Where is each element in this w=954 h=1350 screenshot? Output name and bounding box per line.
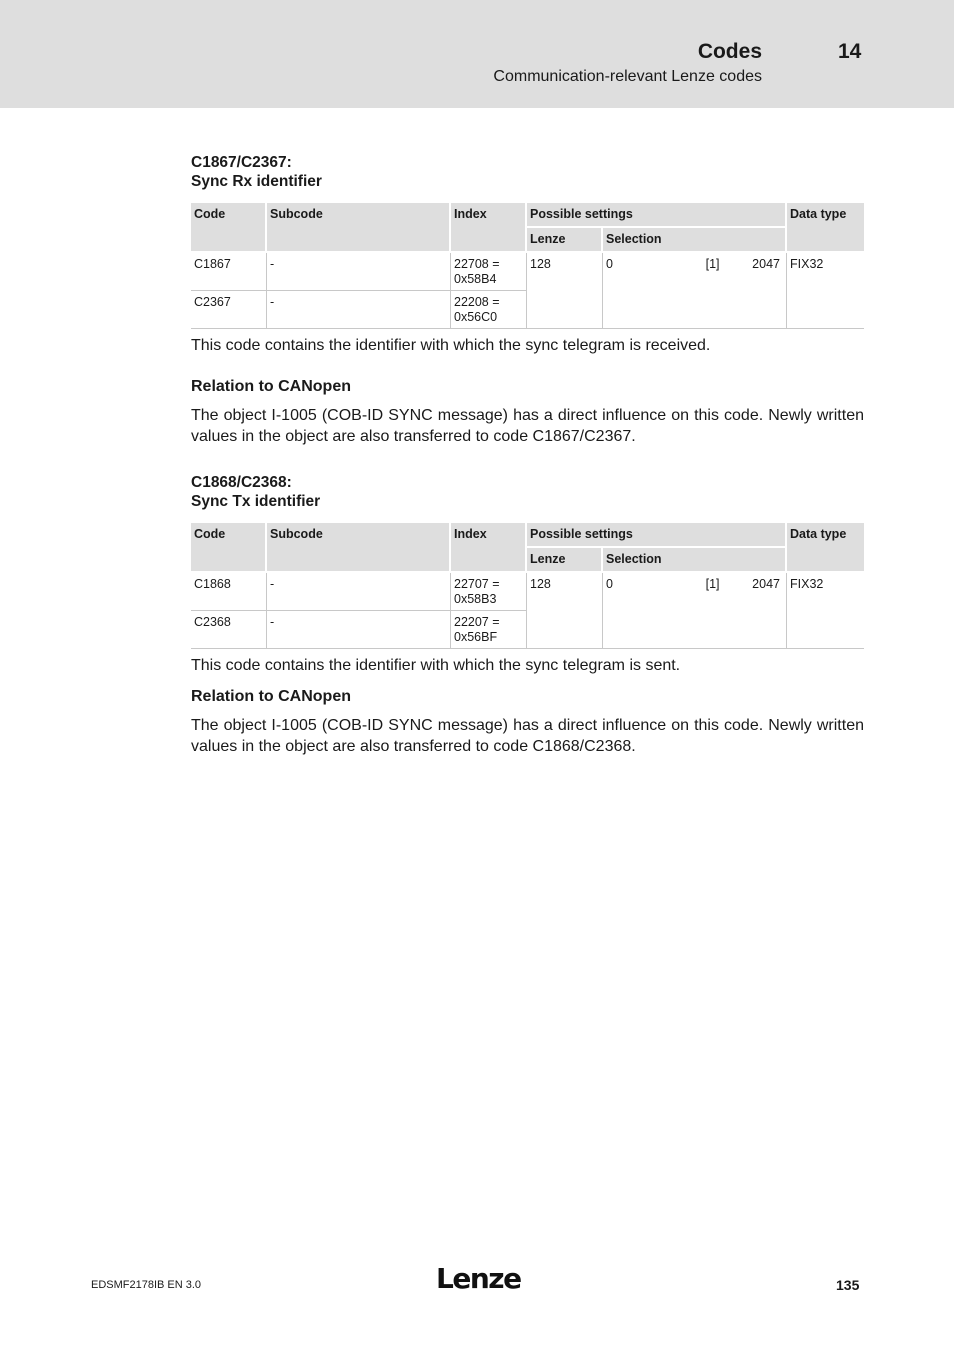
section-title-code: C1867/C2367: bbox=[191, 154, 292, 171]
sel-step: [1] bbox=[705, 257, 720, 271]
description: This code contains the identifier with which the sync telegram is sent. bbox=[191, 657, 681, 674]
col-header-subcode: Subcode bbox=[267, 523, 451, 573]
section-title-name: Sync Tx identifier bbox=[191, 493, 321, 510]
code-table bbox=[191, 523, 864, 649]
sel-min: 0 bbox=[606, 257, 613, 271]
table-row bbox=[191, 573, 864, 611]
cell-code: C2368 bbox=[191, 611, 267, 649]
sel-step: [1] bbox=[705, 577, 720, 591]
cell-subcode: - bbox=[267, 611, 451, 649]
col-header-lenze: Lenze bbox=[527, 228, 603, 253]
cell-lenze: 128 bbox=[527, 253, 603, 329]
relation-text: The object I-1005 (COB-ID SYNC message) has a direct influence on this code. Newly written values in the object are also transferred to code C1867/C2367. bbox=[191, 407, 864, 445]
cell-subcode: - bbox=[267, 253, 451, 291]
cell-code: C1867 bbox=[191, 253, 267, 291]
col-header-selection: Selection bbox=[603, 548, 787, 573]
cell-index bbox=[451, 611, 527, 649]
col-header-code: Code bbox=[191, 523, 267, 573]
cell-selection bbox=[603, 253, 787, 329]
index-hex: 0x56C0 bbox=[454, 310, 498, 324]
cell-index bbox=[451, 291, 527, 329]
cell-code: C1868 bbox=[191, 573, 267, 611]
cell-subcode: - bbox=[267, 573, 451, 611]
table-row bbox=[191, 253, 864, 291]
relation-heading: Relation to CANopen bbox=[191, 378, 351, 395]
cell-data-type: FIX32 bbox=[787, 253, 864, 329]
cell-code: C2367 bbox=[191, 291, 267, 329]
cell-data-type: FIX32 bbox=[787, 573, 864, 649]
sel-max: 2047 bbox=[752, 257, 780, 271]
index-decimal: 22207 = bbox=[454, 615, 500, 629]
chapter-subtitle: Communication-relevant Lenze codes bbox=[493, 68, 762, 85]
col-header-code: Code bbox=[191, 203, 267, 253]
col-header-selection: Selection bbox=[603, 228, 787, 253]
index-hex: 0x58B4 bbox=[454, 272, 497, 286]
col-header-index: Index bbox=[451, 203, 527, 253]
col-header-possible-settings: Possible settings bbox=[527, 203, 787, 228]
col-header-data-type: Data type bbox=[787, 523, 864, 573]
section-sync-tx bbox=[191, 473, 864, 757]
description: This code contains the identifier with which the sync telegram is received. bbox=[191, 337, 711, 354]
page-number: 135 bbox=[836, 1277, 860, 1293]
cell-subcode: - bbox=[267, 291, 451, 329]
code-table bbox=[191, 203, 864, 329]
col-header-subcode: Subcode bbox=[267, 203, 451, 253]
col-header-index: Index bbox=[451, 523, 527, 573]
index-decimal: 22208 = bbox=[454, 295, 500, 309]
col-header-lenze: Lenze bbox=[527, 548, 603, 573]
index-hex: 0x58B3 bbox=[454, 592, 497, 606]
index-decimal: 22707 = bbox=[454, 577, 500, 591]
cell-index bbox=[451, 253, 527, 291]
relation-heading: Relation to CANopen bbox=[191, 688, 351, 705]
chapter-title: Codes bbox=[697, 40, 762, 63]
cell-lenze: 128 bbox=[527, 573, 603, 649]
section-title-code: C1868/C2368: bbox=[191, 474, 292, 491]
lenze-logo: Lenze bbox=[436, 1262, 521, 1295]
section-title-name: Sync Rx identifier bbox=[191, 173, 322, 190]
relation-text: The object I-1005 (COB-ID SYNC message) has a direct influence on this code. Newly written values in the object are also transferred to code C1868/C2368. bbox=[191, 717, 864, 755]
cell-index bbox=[451, 573, 527, 611]
index-hex: 0x56BF bbox=[454, 630, 498, 644]
index-decimal: 22708 = bbox=[454, 257, 500, 271]
col-header-possible-settings: Possible settings bbox=[527, 523, 787, 548]
document-id: EDSMF2178IB EN 3.0 bbox=[91, 1279, 202, 1291]
sel-min: 0 bbox=[606, 577, 613, 591]
col-header-data-type: Data type bbox=[787, 203, 864, 253]
header-band bbox=[0, 0, 954, 108]
cell-selection bbox=[603, 573, 787, 649]
section-sync-rx bbox=[191, 153, 864, 447]
sel-max: 2047 bbox=[752, 577, 780, 591]
chapter-number: 14 bbox=[838, 40, 862, 63]
